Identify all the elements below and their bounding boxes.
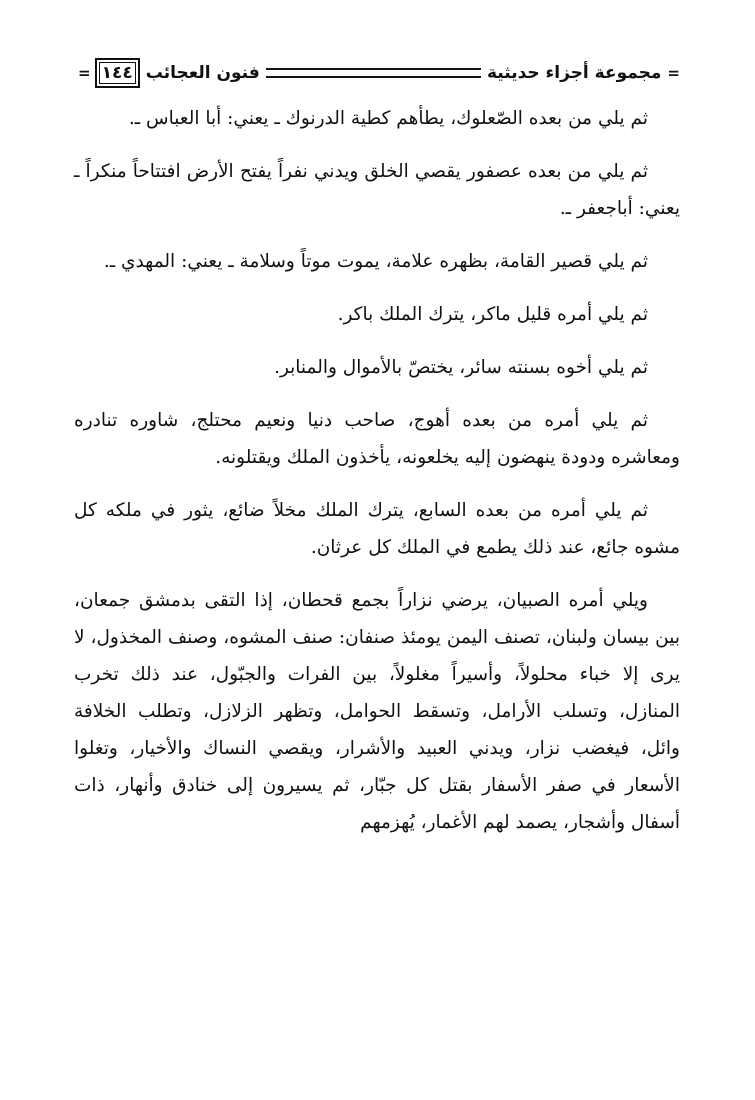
- paragraph: ثم يلي أمره قليل ماكر، يترك الملك باكر.: [337, 304, 648, 325]
- page-number: ١٤٤: [95, 58, 140, 88]
- paragraph: ثم يلي أمره من بعده أهوج، صاحب دنيا ونعيم محتلج، شاوره تنادره ومعاشره ودودة ينهضون إليه يخلعونه، يأخذون الملك ويقتلونه.: [74, 410, 680, 468]
- body-text: [74, 100, 680, 841]
- header-rule: [266, 68, 481, 78]
- paragraph: ثم يلي أمره من بعده السابع، يترك الملك مخلاً ضائع، يثور في ملكه كل مشوه جائع، عند ذلك يطمع في الملك كل عرثان.: [74, 500, 680, 558]
- header-left-mark: =: [78, 64, 89, 82]
- paragraph: ثم يلي أخوه بسنته سائر، يختصّ بالأموال والمنابر.: [274, 357, 648, 378]
- chapter-title: فنون العجائب: [145, 63, 260, 83]
- paragraph: ثم يلي من بعده الصّعلوك، يطأهم كطية الدرنوك ـ يعني: أبا العباس ـ.: [128, 108, 648, 129]
- paragraph: ويلي أمره الصبيان، يرضي نزاراً بجمع قحطان، إذا التقى بدمشق جمعان، بين بيسان ولبنان، تصنف اليمن يومئذ صنفان: صنف المشوه، وصنف المخذول، لا يرى إلا خباء محلولاً، وأسيراً مغلولاً، بين الفرات والجبّول، عند ذلك تخرب المنازل، وتسلب الأرامل، وتسقط الحوامل، وتظهر الزلازل، وتطلب الخلافة وائل، فيغضب نزار، ويدني العبيد والأشرار، ويقصي النساك والأخيار، وتغلوا الأسعار في صفر الأسفار بقتل كل جبّار، ثم يسيرون إلى خنادق وأنهار، ذات أسفال وأشجار، يصمد لهم الأغمار، يُهزمهم: [74, 590, 680, 833]
- paragraph: ثم يلي قصير القامة، بظهره علامة، يموت موتاً وسلامة ـ يعني: المهدي ـ.: [103, 251, 648, 272]
- book-title: مجموعة أجزاء حديثية: [487, 63, 662, 83]
- header-right-mark: =: [667, 64, 678, 82]
- paragraph: ثم يلي من بعده عصفور يقصي الخلق ويدني نفراً يفتح الأرض افتتاحاً منكراً ـ يعني: أباجعفر ـ.: [74, 161, 680, 219]
- running-header: [78, 56, 678, 90]
